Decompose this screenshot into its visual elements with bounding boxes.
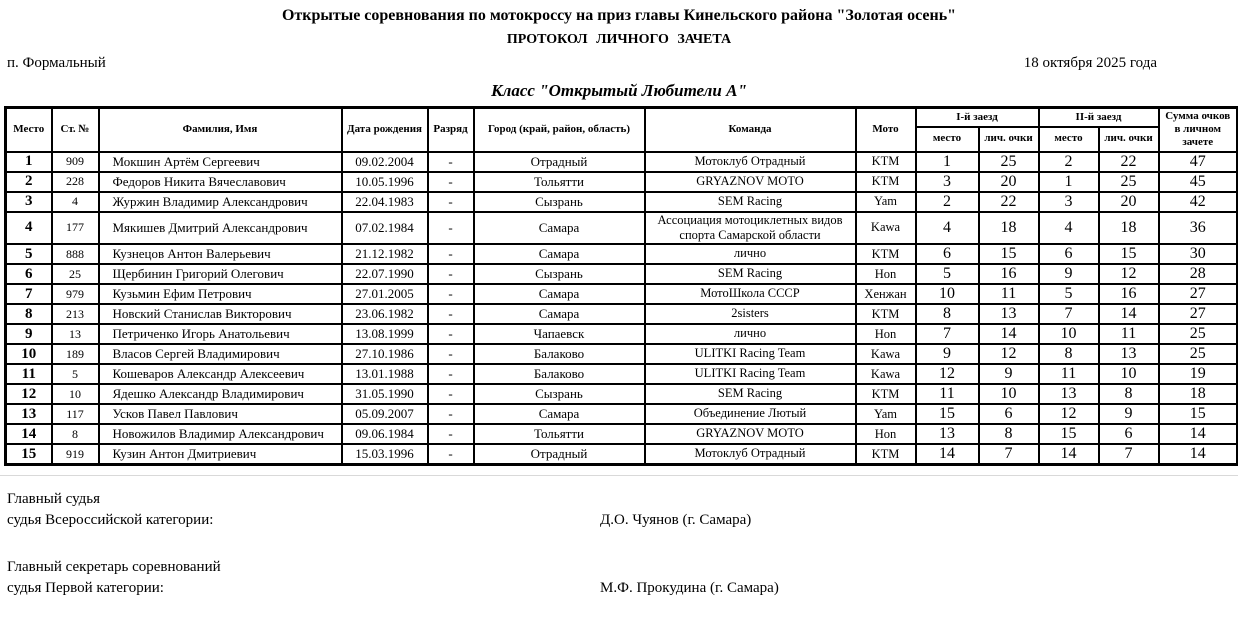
col-header-name: Фамилия, Имя — [99, 108, 342, 152]
cell-rank: - — [428, 212, 474, 245]
cell-team: лично — [645, 244, 856, 264]
cell-race2-place: 9 — [1039, 264, 1099, 284]
cell-team: МотоШкола СССР — [645, 284, 856, 304]
cell-total: 27 — [1159, 284, 1238, 304]
table-row — [6, 172, 1238, 192]
official-role-line2: судья Первой категории: — [7, 580, 164, 597]
cell-rider-name: Кузин Антон Дмитриевич — [99, 444, 342, 465]
document-title: Открытые соревнования по мотокроссу на приз главы Кинельского района "Золотая осень" — [281, 7, 957, 24]
official-name: М.Ф. Прокудина (г. Самара) — [600, 580, 779, 597]
official-name: Д.О. Чуянов (г. Самара) — [600, 512, 752, 529]
cell-race1-place: 12 — [916, 364, 979, 384]
cell-birth-date: 13.08.1999 — [342, 324, 428, 344]
cell-race2-place: 11 — [1039, 364, 1099, 384]
cell-rank: - — [428, 424, 474, 444]
cell-moto: Kawa — [856, 212, 916, 245]
col-header-total: Сумма очков в личном зачете — [1159, 108, 1238, 152]
cell-rank: - — [428, 264, 474, 284]
cell-city: Сызрань — [474, 192, 645, 212]
official-role-line1: Главный судья — [7, 491, 101, 508]
cell-city: Самара — [474, 212, 645, 245]
cell-birth-date: 13.01.1988 — [342, 364, 428, 384]
cell-race2-place: 2 — [1039, 152, 1099, 172]
official-role-line2: судья Всероссийской категории: — [7, 512, 214, 529]
col-header-race1-points: лич. очки — [979, 127, 1039, 152]
cell-race2-place: 7 — [1039, 304, 1099, 324]
document-subtitle: ПРОТОКОЛ ЛИЧНОГО ЗАЧЕТА — [506, 32, 732, 47]
cell-rank: - — [428, 304, 474, 324]
col-header-place: Место — [6, 108, 52, 152]
cell-start-number: 979 — [52, 284, 99, 304]
cell-team: ULITKI Racing Team — [645, 344, 856, 364]
cell-race2-points: 7 — [1099, 444, 1159, 465]
cell-race1-points: 13 — [979, 304, 1039, 324]
cell-place: 8 — [6, 304, 52, 324]
table-row — [6, 444, 1238, 465]
cell-race2-place: 15 — [1039, 424, 1099, 444]
cell-race2-place: 10 — [1039, 324, 1099, 344]
cell-start-number: 213 — [52, 304, 99, 324]
cell-place: 10 — [6, 344, 52, 364]
cell-city: Самара — [474, 304, 645, 324]
cell-total: 30 — [1159, 244, 1238, 264]
chief-judge-block — [7, 489, 1238, 531]
cell-race1-points: 8 — [979, 424, 1039, 444]
cell-race2-points: 12 — [1099, 264, 1159, 284]
cell-city: Самара — [474, 404, 645, 424]
cell-rank: - — [428, 364, 474, 384]
cell-rider-name: Кошеваров Александр Алексеевич — [99, 364, 342, 384]
cell-moto: KTM — [856, 152, 916, 172]
cell-total: 14 — [1159, 444, 1238, 465]
cell-start-number: 10 — [52, 384, 99, 404]
results-body — [6, 152, 1238, 465]
cell-total: 15 — [1159, 404, 1238, 424]
cell-rider-name: Федоров Никита Вячеславович — [99, 172, 342, 192]
cell-race1-place: 14 — [916, 444, 979, 465]
cell-race2-points: 22 — [1099, 152, 1159, 172]
cell-race2-points: 20 — [1099, 192, 1159, 212]
cell-place: 5 — [6, 244, 52, 264]
cell-race2-place: 1 — [1039, 172, 1099, 192]
meta-row — [7, 54, 1157, 73]
cell-rank: - — [428, 152, 474, 172]
cell-race1-points: 14 — [979, 324, 1039, 344]
cell-race1-place: 3 — [916, 172, 979, 192]
cell-team: ULITKI Racing Team — [645, 364, 856, 384]
cell-race1-points: 18 — [979, 212, 1039, 245]
cell-rank: - — [428, 244, 474, 264]
cell-race2-place: 14 — [1039, 444, 1099, 465]
cell-moto: Kawa — [856, 364, 916, 384]
cell-birth-date: 22.04.1983 — [342, 192, 428, 212]
cell-city: Балаково — [474, 364, 645, 384]
cell-team: SEM Racing — [645, 192, 856, 212]
cell-rider-name: Мокшин Артём Сергеевич — [99, 152, 342, 172]
cell-race2-points: 8 — [1099, 384, 1159, 404]
cell-total: 14 — [1159, 424, 1238, 444]
cell-birth-date: 09.02.2004 — [342, 152, 428, 172]
cell-city: Самара — [474, 244, 645, 264]
cell-team: лично — [645, 324, 856, 344]
cell-start-number: 13 — [52, 324, 99, 344]
cell-rank: - — [428, 404, 474, 424]
cell-place: 4 — [6, 212, 52, 245]
cell-team: Объединение Лютый — [645, 404, 856, 424]
cell-race2-points: 11 — [1099, 324, 1159, 344]
cell-race2-points: 15 — [1099, 244, 1159, 264]
cell-place: 11 — [6, 364, 52, 384]
cell-total: 25 — [1159, 344, 1238, 364]
cell-moto: Kawa — [856, 344, 916, 364]
cell-race2-points: 18 — [1099, 212, 1159, 245]
cell-rank: - — [428, 384, 474, 404]
cell-total: 18 — [1159, 384, 1238, 404]
cell-start-number: 25 — [52, 264, 99, 284]
cell-city: Отрадный — [474, 152, 645, 172]
cell-start-number: 228 — [52, 172, 99, 192]
cell-rank: - — [428, 324, 474, 344]
cell-city: Отрадный — [474, 444, 645, 465]
cell-birth-date: 10.05.1996 — [342, 172, 428, 192]
col-header-race2-points: лич. очки — [1099, 127, 1159, 152]
cell-city: Чапаевск — [474, 324, 645, 344]
cell-rider-name: Новожилов Владимир Александрович — [99, 424, 342, 444]
cell-birth-date: 21.12.1982 — [342, 244, 428, 264]
cell-birth-date: 15.03.1996 — [342, 444, 428, 465]
cell-race1-points: 20 — [979, 172, 1039, 192]
cell-rank: - — [428, 444, 474, 465]
cell-race1-place: 2 — [916, 192, 979, 212]
results-header — [6, 108, 1238, 152]
cell-race2-place: 6 — [1039, 244, 1099, 264]
cell-total: 47 — [1159, 152, 1238, 172]
cell-rider-name: Кузнецов Антон Валерьевич — [99, 244, 342, 264]
cell-race2-points: 6 — [1099, 424, 1159, 444]
table-row — [6, 344, 1238, 364]
cell-race1-points: 7 — [979, 444, 1039, 465]
cell-birth-date: 27.01.2005 — [342, 284, 428, 304]
cell-start-number: 4 — [52, 192, 99, 212]
cell-race2-points: 9 — [1099, 404, 1159, 424]
cell-team: GRYAZNOV MOTO — [645, 172, 856, 192]
cell-race1-points: 6 — [979, 404, 1039, 424]
cell-race1-points: 9 — [979, 364, 1039, 384]
cell-team: SEM Racing — [645, 384, 856, 404]
cell-city: Балаково — [474, 344, 645, 364]
cell-moto: Yam — [856, 404, 916, 424]
cell-team: GRYAZNOV MOTO — [645, 424, 856, 444]
cell-moto: KTM — [856, 444, 916, 465]
cell-race2-points: 10 — [1099, 364, 1159, 384]
cell-city: Сызрань — [474, 384, 645, 404]
cell-start-number: 8 — [52, 424, 99, 444]
cell-rider-name: Петриченко Игорь Анатольевич — [99, 324, 342, 344]
col-header-race2: II-й заезд — [1039, 108, 1159, 127]
cell-team: Мотоклуб Отрадный — [645, 152, 856, 172]
cell-race1-place: 5 — [916, 264, 979, 284]
chief-secretary-block — [7, 557, 1238, 599]
event-date: 18 октября 2025 года — [1023, 55, 1157, 71]
table-row — [6, 152, 1238, 172]
cell-total: 36 — [1159, 212, 1238, 245]
cell-total: 42 — [1159, 192, 1238, 212]
cell-moto: KTM — [856, 172, 916, 192]
cell-team: 2sisters — [645, 304, 856, 324]
col-header-birth: Дата рождения — [342, 108, 428, 152]
cell-race2-place: 4 — [1039, 212, 1099, 245]
cell-start-number: 909 — [52, 152, 99, 172]
cell-place: 2 — [6, 172, 52, 192]
cell-race1-place: 11 — [916, 384, 979, 404]
col-header-moto: Мото — [856, 108, 916, 152]
cell-moto: Hon — [856, 424, 916, 444]
cell-race2-place: 12 — [1039, 404, 1099, 424]
cell-place: 9 — [6, 324, 52, 344]
cell-birth-date: 07.02.1984 — [342, 212, 428, 245]
cell-team: SEM Racing — [645, 264, 856, 284]
cell-rider-name: Власов Сергей Владимирович — [99, 344, 342, 364]
cell-race1-points: 10 — [979, 384, 1039, 404]
cell-team: Ассоциация мотоциклетных видов спорта Самарской области — [645, 212, 856, 245]
cell-rider-name: Мякишев Дмитрий Александрович — [99, 212, 342, 245]
cell-birth-date: 31.05.1990 — [342, 384, 428, 404]
cell-race2-points: 13 — [1099, 344, 1159, 364]
cell-race1-place: 6 — [916, 244, 979, 264]
cell-team: Мотоклуб Отрадный — [645, 444, 856, 465]
cell-race1-points: 11 — [979, 284, 1039, 304]
cell-rider-name: Ядешко Александр Владимирович — [99, 384, 342, 404]
table-row — [6, 424, 1238, 444]
cell-start-number: 919 — [52, 444, 99, 465]
table-row — [6, 404, 1238, 424]
venue-label: п. Формальный — [7, 55, 106, 71]
cell-start-number: 189 — [52, 344, 99, 364]
cell-race1-points: 16 — [979, 264, 1039, 284]
cell-city: Самара — [474, 284, 645, 304]
cell-city: Тольятти — [474, 172, 645, 192]
cell-start-number: 5 — [52, 364, 99, 384]
cell-rider-name: Щербинин Григорий Олегович — [99, 264, 342, 284]
table-row — [6, 264, 1238, 284]
col-header-number: Ст. № — [52, 108, 99, 152]
cell-race1-place: 10 — [916, 284, 979, 304]
cell-race2-place: 3 — [1039, 192, 1099, 212]
cell-race1-place: 9 — [916, 344, 979, 364]
table-row — [6, 324, 1238, 344]
cell-race1-place: 1 — [916, 152, 979, 172]
cell-place: 1 — [6, 152, 52, 172]
cell-race1-place: 8 — [916, 304, 979, 324]
cell-birth-date: 05.09.2007 — [342, 404, 428, 424]
col-header-rank: Разряд — [428, 108, 474, 152]
cell-total: 27 — [1159, 304, 1238, 324]
cell-rider-name: Кузьмин Ефим Петрович — [99, 284, 342, 304]
cell-race2-points: 16 — [1099, 284, 1159, 304]
cell-place: 6 — [6, 264, 52, 284]
cell-birth-date: 09.06.1984 — [342, 424, 428, 444]
cell-race1-points: 12 — [979, 344, 1039, 364]
results-table — [4, 106, 1238, 466]
official-role-line1: Главный секретарь соревнований — [7, 559, 221, 576]
table-row — [6, 304, 1238, 324]
col-header-city: Город (край, район, область) — [474, 108, 645, 152]
col-header-race2-place: место — [1039, 127, 1099, 152]
cell-moto: Yam — [856, 192, 916, 212]
cell-start-number: 888 — [52, 244, 99, 264]
cell-race2-points: 14 — [1099, 304, 1159, 324]
cell-moto: Hon — [856, 324, 916, 344]
cell-race1-place: 15 — [916, 404, 979, 424]
class-title: Класс "Открытый Любители А" — [491, 81, 747, 100]
cell-rank: - — [428, 172, 474, 192]
cell-total: 19 — [1159, 364, 1238, 384]
cell-race1-points: 22 — [979, 192, 1039, 212]
cell-start-number: 177 — [52, 212, 99, 245]
table-row — [6, 284, 1238, 304]
cell-total: 25 — [1159, 324, 1238, 344]
cell-birth-date: 27.10.1986 — [342, 344, 428, 364]
cell-place: 15 — [6, 444, 52, 465]
cell-start-number: 117 — [52, 404, 99, 424]
cell-race1-place: 4 — [916, 212, 979, 245]
table-row — [6, 364, 1238, 384]
cell-race1-points: 25 — [979, 152, 1039, 172]
cell-rider-name: Новский Станислав Викторович — [99, 304, 342, 324]
col-header-race1-place: место — [916, 127, 979, 152]
table-row — [6, 244, 1238, 264]
cell-total: 28 — [1159, 264, 1238, 284]
table-row — [6, 212, 1238, 245]
officials-footer — [7, 489, 1238, 599]
table-row — [6, 384, 1238, 404]
cell-rank: - — [428, 192, 474, 212]
cell-moto: KTM — [856, 304, 916, 324]
cell-birth-date: 23.06.1982 — [342, 304, 428, 324]
cell-race2-place: 8 — [1039, 344, 1099, 364]
cell-place: 13 — [6, 404, 52, 424]
col-header-race1: I-й заезд — [916, 108, 1039, 127]
cell-city: Сызрань — [474, 264, 645, 284]
cell-rank: - — [428, 284, 474, 304]
cell-moto: Хенжан — [856, 284, 916, 304]
cell-place: 3 — [6, 192, 52, 212]
cell-rank: - — [428, 344, 474, 364]
cell-total: 45 — [1159, 172, 1238, 192]
cell-moto: KTM — [856, 244, 916, 264]
cell-race1-points: 15 — [979, 244, 1039, 264]
cell-race2-place: 5 — [1039, 284, 1099, 304]
cell-place: 14 — [6, 424, 52, 444]
cell-moto: KTM — [856, 384, 916, 404]
col-header-team: Команда — [645, 108, 856, 152]
cell-place: 12 — [6, 384, 52, 404]
cell-race1-place: 13 — [916, 424, 979, 444]
table-row — [6, 192, 1238, 212]
cell-city: Тольятти — [474, 424, 645, 444]
cell-moto: Hon — [856, 264, 916, 284]
cell-rider-name: Журжин Владимир Александрович — [99, 192, 342, 212]
cell-birth-date: 22.07.1990 — [342, 264, 428, 284]
cell-race2-place: 13 — [1039, 384, 1099, 404]
divider-line — [0, 475, 1238, 476]
cell-place: 7 — [6, 284, 52, 304]
cell-race2-points: 25 — [1099, 172, 1159, 192]
cell-rider-name: Усков Павел Павлович — [99, 404, 342, 424]
cell-race1-place: 7 — [916, 324, 979, 344]
